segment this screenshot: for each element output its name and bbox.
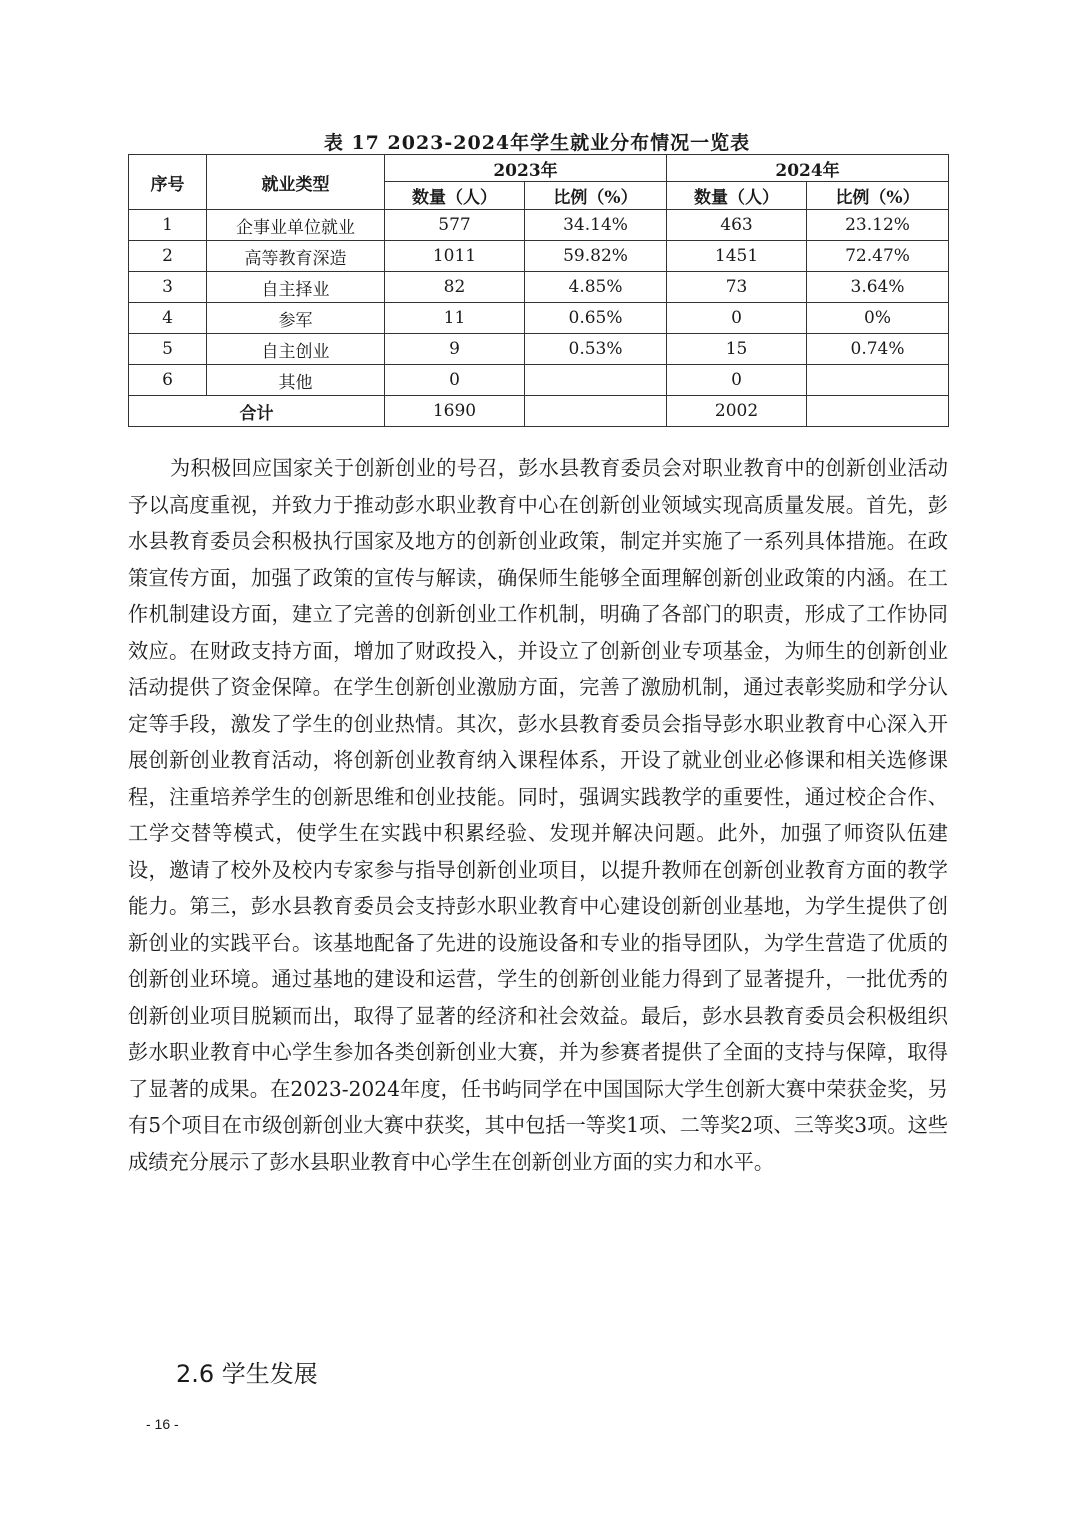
body-paragraph: 为积极回应国家关于创新创业的号召，彭水县教育委员会对职业教育中的创新创业活动予以高度重视，并致力于推动彭水职业教育中心在创新创业领域实现高质量发展。首先，彭水县教育委员会积极执行国家及地方的创新创业政策，制定并实施了一系列具体措施。在政策宣传方面，加强了政策的宣传与解读，确保师生能够全面理解创新创业政策的内涵。在工作机制建设方面，建立了完善的创新创业工作机制，明确了各部门的职责，形成了工作协同效应。在财政支持方面，增加了财政投入，并设立了创新创业专项基金，为师生的创新创业活动提供了资金保障。在学生创新创业激励方面，完善了激励机制，通过表彰奖励和学分认定等手段，激发了学生的创业热情。其次，彭水县教育委员会指导彭水职业教育中心深入开展创新创业教育活动，将创新创业教育纳入课程体系，开设了就业创业必修课和相关选修课程，注重培养学生的创新思维和创业技能。同时，强调实践教学的重要性，通过校企合作、工学交替等模式，使学生在实践中积累经验、发现并解决问题。此外，加强了师资队伍建设，邀请了校外及校内专家参与指导创新创业项目，以提升教师在创新创业教育方面的教学能力。第三，彭水县教育委员会支持彭水职业教育中心建设创新创业基地，为学生提供了创新创业的实践平台。该基地配备了先进的设施设备和专业的指导团队，为学生营造了优质的创新创业环境。通过基地的建设和运营，学生的创新创业能力得到了显著提升，一批优秀的创新创业项目脱颖而出，取得了显著的经济和社会效益。最后，彭水县教育委员会积极组织彭水职业教育中心学生参加各类创新创业大赛，并为参赛者提供了全面的支持与保障，取得了显著的成果。在2023-2024年度，任书屿同学在中国国际大学生创新大赛中荣获金奖，另有5个项目在市级创新创业大赛中获奖，其中包括一等奖1项、二等奖2项、三等奖3项。这些成绩充分展示了彭水县职业教育中心学生在创新创业方面的实力和水平。 — [128, 456, 948, 1174]
row-count-2024: 0 — [667, 365, 807, 396]
row-count-2024: 463 — [667, 210, 807, 241]
table-row — [129, 241, 949, 272]
row-ratio-2023: 0.65% — [525, 303, 667, 334]
table-row — [129, 303, 949, 334]
row-count-2023: 577 — [385, 210, 525, 241]
row-type: 其他 — [207, 365, 385, 396]
row-index: 4 — [129, 303, 207, 334]
row-count-2023: 0 — [385, 365, 525, 396]
employment-table — [128, 154, 949, 427]
row-count-2024: 1451 — [667, 241, 807, 272]
row-ratio-2024 — [807, 365, 949, 396]
total-count-2024: 2002 — [667, 396, 807, 427]
section-heading: 2.6 学生发展 — [176, 1360, 318, 1388]
header-count-2023: 数量（人） — [385, 182, 525, 210]
table-title: 表 17 2023-2024年学生就业分布情况一览表 — [323, 132, 751, 154]
row-ratio-2024: 3.64% — [807, 272, 949, 303]
row-index: 5 — [129, 334, 207, 365]
row-ratio-2023 — [525, 365, 667, 396]
table-header-row — [129, 155, 949, 182]
row-ratio-2023: 4.85% — [525, 272, 667, 303]
row-type: 企事业单位就业 — [207, 210, 385, 241]
table-row — [129, 272, 949, 303]
table-total-row — [129, 396, 949, 427]
row-count-2023: 11 — [385, 303, 525, 334]
table-row — [129, 334, 949, 365]
total-ratio-2024-empty — [807, 396, 949, 427]
row-count-2024: 0 — [667, 303, 807, 334]
row-type: 高等教育深造 — [207, 241, 385, 272]
header-year-2023: 2023年 — [385, 155, 667, 182]
header-index: 序号 — [129, 155, 207, 210]
row-count-2024: 73 — [667, 272, 807, 303]
total-ratio-2023-empty — [525, 396, 667, 427]
table-row — [129, 210, 949, 241]
row-count-2023: 82 — [385, 272, 525, 303]
total-count-2023: 1690 — [385, 396, 525, 427]
row-ratio-2024: 23.12% — [807, 210, 949, 241]
row-type: 自主创业 — [207, 334, 385, 365]
row-ratio-2023: 59.82% — [525, 241, 667, 272]
row-count-2023: 9 — [385, 334, 525, 365]
row-ratio-2024: 0% — [807, 303, 949, 334]
row-ratio-2024: 72.47% — [807, 241, 949, 272]
row-type: 参军 — [207, 303, 385, 334]
row-type: 自主择业 — [207, 272, 385, 303]
row-count-2024: 15 — [667, 334, 807, 365]
row-ratio-2023: 0.53% — [525, 334, 667, 365]
row-ratio-2023: 34.14% — [525, 210, 667, 241]
header-count-2024: 数量（人） — [667, 182, 807, 210]
header-ratio-2023: 比例（%） — [525, 182, 667, 210]
table-row — [129, 365, 949, 396]
row-ratio-2024: 0.74% — [807, 334, 949, 365]
row-index: 3 — [129, 272, 207, 303]
row-count-2023: 1011 — [385, 241, 525, 272]
header-type: 就业类型 — [207, 155, 385, 210]
row-index: 1 — [129, 210, 207, 241]
page-number: - 16 - — [146, 1416, 179, 1432]
total-label: 合计 — [129, 396, 385, 427]
row-index: 2 — [129, 241, 207, 272]
row-index: 6 — [129, 365, 207, 396]
header-ratio-2024: 比例（%） — [807, 182, 949, 210]
header-year-2024: 2024年 — [667, 155, 949, 182]
